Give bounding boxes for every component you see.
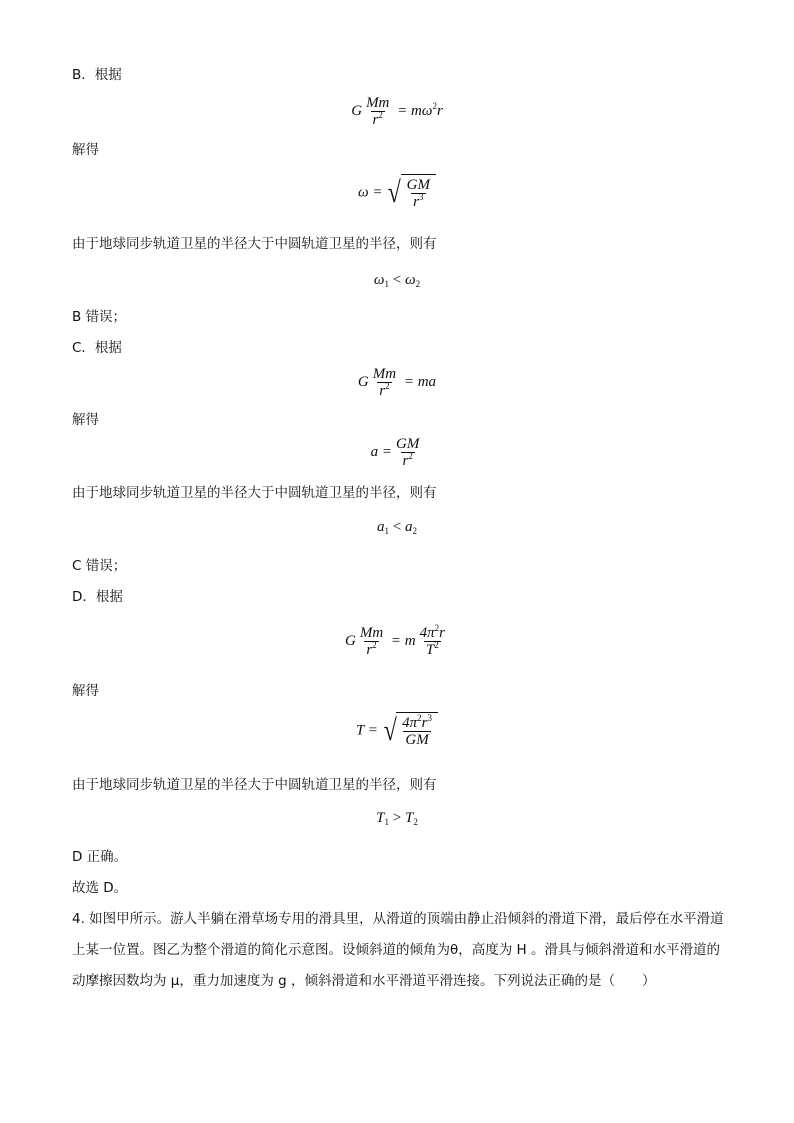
option-b-reason: 由于地球同步轨道卫星的半径大于中圆轨道卫星的半径，则有 [72, 236, 437, 252]
option-c-solve-label: 解得 [72, 412, 99, 428]
equation-c-acceleration: a = $\frac{GM}{r^2}$ [370, 436, 420, 469]
equation-d-period: T = √ $\frac{4\pi^2r^3}{GM}$ [0, 712, 794, 750]
option-c-reason: 由于地球同步轨道卫星的半径大于中圆轨道卫星的半径，则有 [72, 485, 437, 501]
option-b-solve-label: 解得 [72, 142, 99, 158]
option-d-reason: 由于地球同步轨道卫星的半径大于中圆轨道卫星的半径，则有 [72, 777, 437, 793]
equation-d-compare: $T_1 > T_2$ [376, 810, 418, 827]
option-c-result: C 错误； [72, 558, 127, 574]
equation-b-compare: $\omega_1 < \omega_2$ [373, 272, 421, 289]
equation-b-omega: ω = √ $\frac{GM}{r^3}$ [0, 174, 794, 212]
equation-d-gravity-period: G $\frac{Mm}{r^2}$ = m $\frac{4\pi^2r}{T^2}$ [345, 623, 445, 658]
option-d-result: D 正确。 [72, 849, 128, 865]
question-4-text: 4. 如图甲所示。游人半躺在滑草场专用的滑具里，从滑道的顶端由静止沿倾斜的滑道下滑，最后停在水平滑道上某一位置。图乙为整个滑道的简化示意图。设倾斜道的倾角为θ，高度为 H 。滑具与倾斜滑道和水平滑道的动摩擦因数均为 μ，重力加速度为 g ，倾斜滑道和水平滑道平滑连接。下列说法正确的是（ ） [72, 911, 724, 989]
option-c-heading: C．根据 [72, 340, 122, 356]
equation-b-gravity-angular: G $\frac{Mm}{r^2}$ = $m\omega^2r$ [351, 95, 443, 128]
option-d-heading: D．根据 [72, 589, 123, 605]
option-b-result: B 错误； [72, 309, 127, 325]
answer-conclusion: 故选 D。 [72, 880, 128, 896]
option-b-heading: B．根据 [72, 67, 122, 83]
option-d-solve-label: 解得 [72, 683, 99, 699]
equation-c-gravity: G $\frac{Mm}{r^2}$ = ma [357, 366, 437, 399]
equation-c-compare: $a_1 < a_2$ [377, 519, 417, 536]
